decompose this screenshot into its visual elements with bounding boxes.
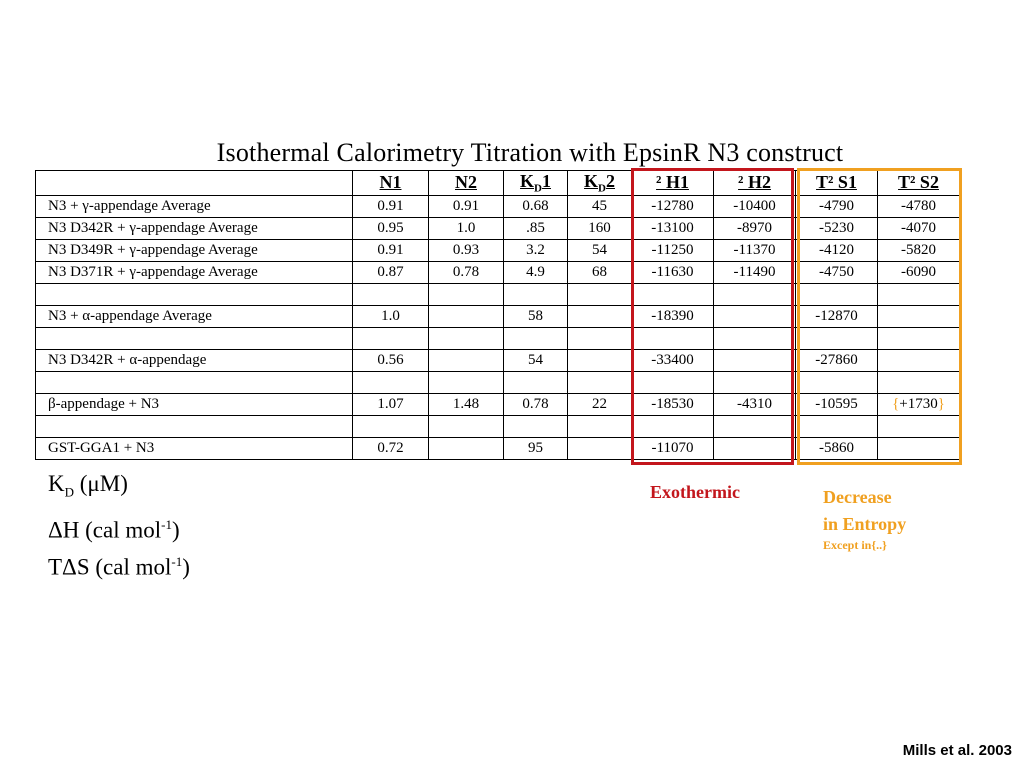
cell-n1: 0.91	[353, 195, 429, 217]
cell-n1: 0.72	[353, 437, 429, 459]
cell-h1: -13100	[632, 217, 714, 239]
cell-h1: -18390	[632, 305, 714, 327]
cell-kd2: 22	[568, 393, 632, 415]
cell-label	[36, 371, 353, 393]
cell-s1: -4750	[796, 261, 878, 283]
units-legend	[48, 468, 190, 584]
cell-h1: -11070	[632, 437, 714, 459]
cell-s1: -27860	[796, 349, 878, 371]
cell-h2: -10400	[714, 195, 796, 217]
cell-n2	[429, 327, 504, 349]
cell-n1: 0.91	[353, 239, 429, 261]
cell-n1	[353, 415, 429, 437]
entropy-highlight-box	[797, 168, 962, 465]
cell-kd2: 160	[568, 217, 632, 239]
cell-kd1	[504, 283, 568, 305]
entropy-annotation	[823, 484, 906, 552]
brace-open: {	[892, 395, 900, 412]
cell-n1: 0.87	[353, 261, 429, 283]
cell-kd1	[504, 415, 568, 437]
cell-kd1: 58	[504, 305, 568, 327]
ts-unit-line: TΔS (cal mol$^{-1}$)	[48, 554, 190, 580]
cell-kd2: 54	[568, 239, 632, 261]
cell-s2: -6090	[878, 261, 960, 283]
cell-h1: -18530	[632, 393, 714, 415]
except-note: Except in{..}	[823, 538, 887, 552]
cell-label: β-appendage + N3	[36, 393, 353, 415]
cell-n2	[429, 349, 504, 371]
cell-kd2	[568, 371, 632, 393]
cell-label	[36, 283, 353, 305]
table-title: Isothermal Calorimetry Titration with EpsinR N3 construct	[216, 138, 844, 167]
cell-n1: 1.0	[353, 305, 429, 327]
cell-h2: -4310	[714, 393, 796, 415]
cell-h2: -8970	[714, 217, 796, 239]
cell-h1: -11630	[632, 261, 714, 283]
cell-kd2	[568, 283, 632, 305]
cell-value: +1730	[899, 395, 938, 412]
in-entropy-label: in Entropy	[823, 514, 907, 534]
cell-h1: -11250	[632, 239, 714, 261]
kd-unit-line: $K_D$ (μM)	[48, 471, 128, 500]
cell-s1: -4120	[796, 239, 878, 261]
decrease-label: Decrease	[823, 487, 892, 507]
header-n2: N2	[429, 171, 504, 196]
cell-kd1: 4.9	[504, 261, 568, 283]
cell-h2: -11490	[714, 261, 796, 283]
cell-n2	[429, 305, 504, 327]
cell-s1: -10595	[796, 393, 878, 415]
cell-kd2	[568, 349, 632, 371]
cell-label	[36, 415, 353, 437]
cell-kd1: .85	[504, 217, 568, 239]
header-s2: T² S2	[878, 171, 960, 196]
cell-n2	[429, 283, 504, 305]
header-s1: T² S1	[796, 171, 878, 196]
cell-s1: -12870	[796, 305, 878, 327]
exothermic-highlight-box	[631, 168, 794, 465]
cell-n1	[353, 283, 429, 305]
cell-label: N3 D371R + γ-appendage Average	[36, 261, 353, 283]
cell-kd2	[568, 415, 632, 437]
cell-kd2: 68	[568, 261, 632, 283]
cell-label	[36, 327, 353, 349]
cell-h1: -33400	[632, 349, 714, 371]
cell-h1: -12780	[632, 195, 714, 217]
cell-s1: -5860	[796, 437, 878, 459]
citation: Mills et al. 2003	[902, 742, 1012, 759]
header-kd2: $K_D2$	[568, 171, 632, 196]
header-h1: ² H1	[632, 171, 714, 196]
cell-kd1: 95	[504, 437, 568, 459]
cell-n2	[429, 437, 504, 459]
cell-s2: -4070	[878, 217, 960, 239]
cell-kd1: 3.2	[504, 239, 568, 261]
cell-n1: 0.56	[353, 349, 429, 371]
cell-n1: 0.95	[353, 217, 429, 239]
cell-n2	[429, 371, 504, 393]
cell-h2: -11370	[714, 239, 796, 261]
exothermic-label: Exothermic	[650, 482, 740, 502]
cell-label: N3 + γ-appendage Average	[36, 195, 353, 217]
cell-n2: 1.48	[429, 393, 504, 415]
cell-s1: -4790	[796, 195, 878, 217]
header-n1: N1	[353, 171, 429, 196]
cell-kd2: 45	[568, 195, 632, 217]
cell-kd2	[568, 305, 632, 327]
cell-n1	[353, 327, 429, 349]
header-blank	[36, 171, 353, 196]
cell-kd1: 0.78	[504, 393, 568, 415]
cell-s1: -5230	[796, 217, 878, 239]
cell-n2: 1.0	[429, 217, 504, 239]
header-kd1: $K_D1$	[504, 171, 568, 196]
cell-s2: -4780	[878, 195, 960, 217]
cell-label: N3 D349R + γ-appendage Average	[36, 239, 353, 261]
cell-n2: 0.78	[429, 261, 504, 283]
cell-kd1	[504, 371, 568, 393]
cell-n1	[353, 371, 429, 393]
brace-close: }	[937, 395, 945, 412]
cell-n2: 0.93	[429, 239, 504, 261]
cell-n1: 1.07	[353, 393, 429, 415]
cell-label: GST-GGA1 + N3	[36, 437, 353, 459]
dh-unit-line: ΔH (cal mol$^{-1}$)	[48, 516, 180, 543]
cell-label: N3 D342R + α-appendage	[36, 349, 353, 371]
cell-s2: -5820	[878, 239, 960, 261]
cell-kd1: 54	[504, 349, 568, 371]
cell-label: N3 D342R + γ-appendage Average	[36, 217, 353, 239]
cell-kd2	[568, 327, 632, 349]
header-h2: ² H2	[714, 171, 796, 196]
cell-kd1: 0.68	[504, 195, 568, 217]
cell-kd2	[568, 437, 632, 459]
cell-kd1	[504, 327, 568, 349]
cell-n2: 0.91	[429, 195, 504, 217]
cell-n2	[429, 415, 504, 437]
cell-label: N3 + α-appendage Average	[36, 305, 353, 327]
